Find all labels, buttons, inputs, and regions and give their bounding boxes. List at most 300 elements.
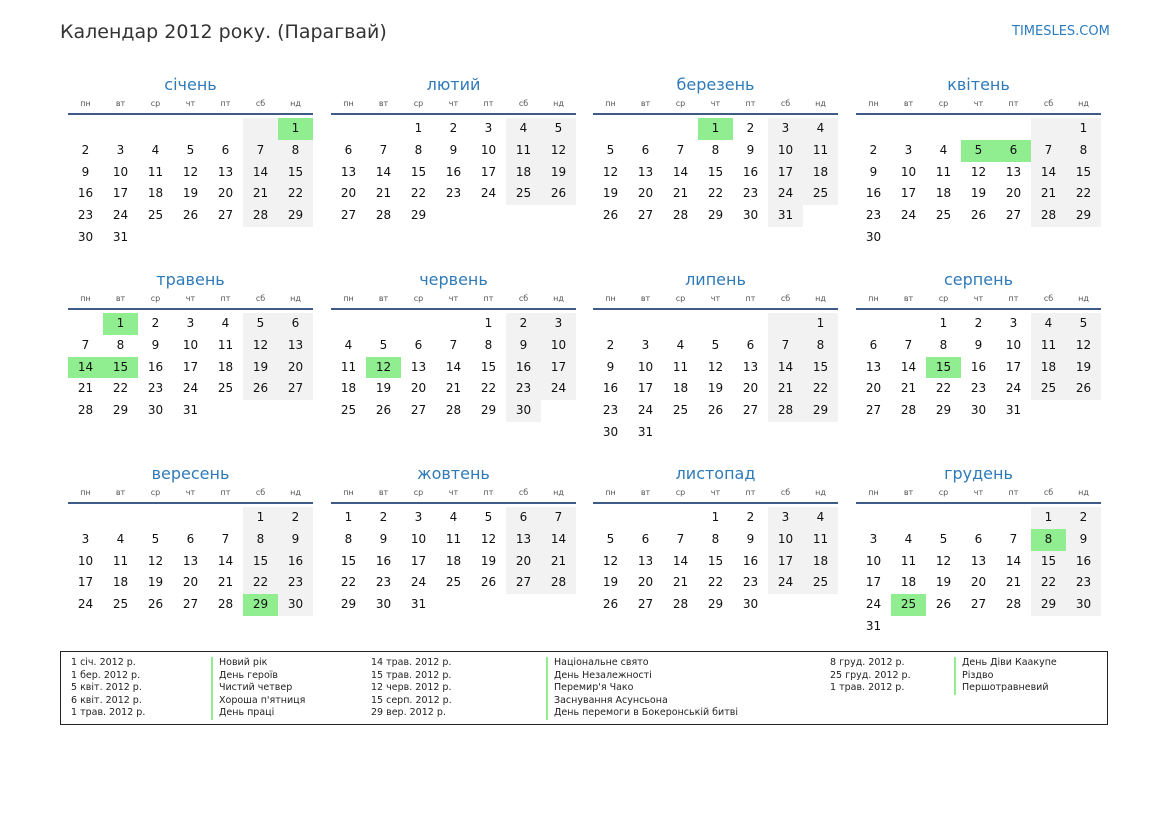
weekday-label: чт bbox=[448, 294, 459, 303]
weekday-label: пн bbox=[605, 488, 616, 497]
day-cell: 14 bbox=[217, 553, 234, 568]
day-cell: 10 bbox=[182, 337, 199, 352]
day-cell: 8 bbox=[803, 335, 838, 357]
day-cell: 6 bbox=[414, 337, 423, 352]
legend-holiday-name: Хороша п'ятниця bbox=[211, 695, 305, 708]
day-cell: 24 bbox=[1005, 381, 1022, 396]
day-cell: 10 bbox=[1005, 337, 1022, 352]
day-cell: 30 bbox=[77, 229, 94, 244]
empty-day-cell bbox=[768, 594, 803, 616]
day-grid bbox=[331, 118, 576, 227]
empty-day-cell bbox=[663, 118, 698, 140]
day-cell: 19 bbox=[1066, 357, 1101, 379]
empty-day-cell bbox=[1031, 118, 1066, 140]
day-cell: 13 bbox=[970, 553, 987, 568]
legend-date: 29 вер. 2012 р. bbox=[371, 707, 446, 719]
day-cell: 18 bbox=[445, 553, 462, 568]
weekday-label: пт bbox=[1008, 99, 1019, 108]
empty-day-cell bbox=[996, 227, 1031, 249]
day-cell: 7 bbox=[904, 337, 913, 352]
weekday-label: вт bbox=[378, 294, 389, 303]
day-cell: 10 bbox=[112, 164, 129, 179]
weekday-label: вт bbox=[378, 99, 389, 108]
weekday-label: чт bbox=[185, 294, 196, 303]
day-cell: 19 bbox=[707, 381, 724, 396]
legend-holiday-name: Чистий четвер bbox=[211, 682, 305, 695]
day-cell: 9 bbox=[606, 359, 615, 374]
day-cell: 24 bbox=[182, 381, 199, 396]
weekday-label: сб bbox=[255, 99, 266, 108]
month-name: грудень bbox=[944, 464, 1013, 483]
day-grid bbox=[331, 507, 576, 616]
empty-day-cell bbox=[103, 118, 138, 140]
day-cell: 28 bbox=[217, 597, 234, 611]
legend-holiday-name: День Незалежності bbox=[546, 670, 738, 683]
empty-day-cell bbox=[803, 422, 838, 444]
day-cell: 7 bbox=[221, 531, 230, 546]
day-cell: 30 bbox=[278, 594, 313, 616]
day-grid bbox=[856, 118, 1101, 249]
day-cell: 8 bbox=[1066, 140, 1101, 162]
day-cell: 26 bbox=[935, 597, 952, 611]
day-cell: 31 bbox=[112, 229, 129, 244]
legend-date: 8 груд. 2012 р. bbox=[830, 657, 905, 668]
day-cell: 6 bbox=[506, 507, 541, 529]
day-cell: 7 bbox=[449, 337, 458, 352]
day-cell: 2 bbox=[81, 142, 90, 157]
weekday-label: нд bbox=[815, 294, 826, 303]
day-cell: 29 bbox=[803, 400, 838, 422]
weekday-label: пт bbox=[745, 99, 756, 108]
day-cell: 18 bbox=[112, 575, 129, 590]
legend-date: 6 квіт. 2012 р. bbox=[71, 694, 142, 706]
day-cell: 8 bbox=[939, 337, 948, 352]
day-cell: 18 bbox=[1031, 357, 1066, 379]
day-cell: 13 bbox=[637, 164, 654, 179]
empty-day-cell bbox=[278, 227, 313, 249]
day-cell: 14 bbox=[672, 553, 689, 568]
day-cell: 6 bbox=[641, 531, 650, 546]
day-cell: 28 bbox=[77, 403, 94, 417]
empty-day-cell bbox=[733, 422, 768, 444]
weekday-label: вт bbox=[903, 488, 914, 497]
day-cell: 29 bbox=[340, 597, 357, 611]
day-cell: 21 bbox=[445, 381, 462, 396]
day-cell: 30 bbox=[742, 597, 759, 611]
empty-day-cell bbox=[173, 118, 208, 140]
weekday-label: чт bbox=[448, 99, 459, 108]
day-cell: 25 bbox=[147, 208, 164, 222]
day-cell: 12 bbox=[147, 553, 164, 568]
empty-day-cell bbox=[961, 507, 996, 529]
day-cell: 22 bbox=[112, 381, 129, 396]
weekday-header bbox=[331, 97, 576, 111]
empty-day-cell bbox=[436, 594, 471, 616]
month-divider bbox=[331, 113, 576, 115]
day-cell: 6 bbox=[746, 337, 755, 352]
legend-date: 15 трав. 2012 р. bbox=[371, 669, 452, 681]
weekday-label: нд bbox=[815, 488, 826, 497]
weekday-header bbox=[593, 97, 838, 111]
day-cell: 19 bbox=[541, 162, 576, 184]
day-cell: 14 bbox=[445, 359, 462, 374]
weekday-label: ср bbox=[150, 294, 161, 303]
weekday-header bbox=[856, 97, 1101, 111]
day-cell: 30 bbox=[375, 597, 392, 611]
month-name: серпень bbox=[944, 270, 1013, 289]
day-cell: 11 bbox=[506, 140, 541, 162]
day-cell: 22 bbox=[707, 575, 724, 590]
legend-holiday-name: День праці bbox=[211, 707, 305, 720]
weekday-label: ср bbox=[150, 99, 161, 108]
month-block bbox=[68, 463, 313, 616]
day-cell: 11 bbox=[1031, 335, 1066, 357]
empty-day-cell bbox=[698, 422, 733, 444]
day-cell: 26 bbox=[182, 208, 199, 222]
empty-day-cell bbox=[401, 313, 436, 335]
empty-day-cell bbox=[103, 507, 138, 529]
day-cell: 1 bbox=[243, 507, 278, 529]
weekday-header bbox=[593, 292, 838, 306]
day-cell: 30 bbox=[147, 403, 164, 417]
empty-day-cell bbox=[68, 313, 103, 335]
day-cell: 8 bbox=[711, 142, 720, 157]
day-cell: 3 bbox=[116, 142, 125, 157]
day-cell: 4 bbox=[803, 507, 838, 529]
day-cell: 20 bbox=[217, 186, 234, 201]
day-cell: 8 bbox=[116, 337, 125, 352]
weekday-label: нд bbox=[1078, 294, 1089, 303]
day-cell: 16 bbox=[865, 186, 882, 201]
day-cell: 21 bbox=[375, 186, 392, 201]
day-cell: 23 bbox=[742, 186, 759, 201]
legend-holiday-name: Перемир'я Чако bbox=[546, 682, 738, 695]
day-cell: 15 bbox=[243, 551, 278, 573]
weekday-label: сб bbox=[255, 294, 266, 303]
empty-day-cell bbox=[68, 507, 103, 529]
month-name: лютий bbox=[426, 75, 481, 94]
day-cell: 3 bbox=[768, 507, 803, 529]
empty-day-cell bbox=[996, 118, 1031, 140]
day-cell: 28 bbox=[900, 403, 917, 417]
day-cell: 18 bbox=[935, 186, 952, 201]
day-cell: 27 bbox=[742, 403, 759, 417]
weekday-label: сб bbox=[255, 488, 266, 497]
day-cell: 9 bbox=[379, 531, 388, 546]
weekday-header bbox=[331, 292, 576, 306]
day-cell: 15 bbox=[707, 553, 724, 568]
weekday-label: пт bbox=[483, 488, 494, 497]
day-cell: 28 bbox=[672, 208, 689, 222]
day-cell: 3 bbox=[484, 121, 493, 135]
empty-day-cell bbox=[891, 313, 926, 335]
day-cell: 12 bbox=[707, 359, 724, 374]
day-cell: 4 bbox=[904, 531, 913, 546]
day-cell: 5 bbox=[379, 337, 388, 352]
day-grid bbox=[593, 313, 838, 444]
weekday-label: сб bbox=[1043, 488, 1054, 497]
day-cell: 18 bbox=[147, 186, 164, 201]
day-cell: 10 bbox=[77, 553, 94, 568]
day-cell: 12 bbox=[970, 164, 987, 179]
weekday-label: пт bbox=[483, 294, 494, 303]
day-cell: 14 bbox=[1005, 553, 1022, 568]
weekday-header bbox=[593, 486, 838, 500]
day-cell: 31 bbox=[637, 424, 654, 439]
empty-day-cell bbox=[628, 507, 663, 529]
day-cell: 9 bbox=[746, 142, 755, 157]
day-cell: 14 bbox=[768, 357, 803, 379]
empty-day-cell bbox=[541, 205, 576, 227]
weekday-label: нд bbox=[815, 99, 826, 108]
empty-day-cell bbox=[803, 594, 838, 616]
day-cell: 6 bbox=[641, 142, 650, 157]
day-cell: 26 bbox=[480, 575, 497, 590]
day-cell: 8 bbox=[278, 140, 313, 162]
day-cell: 23 bbox=[278, 572, 313, 594]
day-cell: 11 bbox=[340, 359, 357, 374]
day-cell: 1 bbox=[803, 313, 838, 335]
day-cell: 12 bbox=[602, 553, 619, 568]
day-cell: 27 bbox=[340, 208, 357, 222]
legend-date: 1 бер. 2012 р. bbox=[71, 669, 141, 681]
day-cell: 24 bbox=[768, 572, 803, 594]
day-cell: 15 bbox=[707, 164, 724, 179]
day-cell: 8 bbox=[344, 531, 353, 546]
weekday-header bbox=[856, 486, 1101, 500]
day-cell: 9 bbox=[506, 335, 541, 357]
empty-day-cell bbox=[138, 507, 173, 529]
day-cell: 28 bbox=[375, 208, 392, 222]
day-cell: 12 bbox=[182, 164, 199, 179]
weekday-label: пн bbox=[868, 99, 879, 108]
day-cell: 24 bbox=[865, 597, 882, 611]
day-cell: 21 bbox=[1005, 575, 1022, 590]
day-cell: 27 bbox=[506, 572, 541, 594]
day-cell: 14 bbox=[1031, 162, 1066, 184]
day-cell: 3 bbox=[1009, 316, 1018, 330]
month-block bbox=[593, 74, 838, 227]
empty-day-cell bbox=[593, 118, 628, 140]
day-cell: 18 bbox=[340, 381, 357, 396]
month-block bbox=[593, 269, 838, 444]
legend-date: 1 трав. 2012 р. bbox=[830, 682, 905, 694]
weekday-header bbox=[68, 486, 313, 500]
empty-day-cell bbox=[891, 507, 926, 529]
weekday-label: чт bbox=[185, 99, 196, 108]
day-cell: 4 bbox=[803, 118, 838, 140]
weekday-label: ср bbox=[675, 294, 686, 303]
empty-day-cell bbox=[173, 227, 208, 249]
day-cell: 6 bbox=[974, 531, 983, 546]
day-cell: 15 bbox=[480, 359, 497, 374]
empty-day-cell bbox=[961, 616, 996, 638]
month-block bbox=[68, 74, 313, 249]
day-cell: 19 bbox=[375, 381, 392, 396]
day-cell: 26 bbox=[375, 403, 392, 417]
day-cell: 5 bbox=[711, 337, 720, 352]
day-cell: 24 bbox=[900, 208, 917, 222]
day-cell: 5 bbox=[606, 142, 615, 157]
empty-day-cell bbox=[891, 616, 926, 638]
day-cell: 3 bbox=[81, 531, 90, 546]
day-cell: 1 bbox=[344, 510, 353, 524]
empty-day-cell bbox=[243, 118, 278, 140]
day-cell: 12 bbox=[602, 164, 619, 179]
day-cell: 23 bbox=[865, 208, 882, 222]
day-cell: 16 bbox=[445, 164, 462, 179]
legend-date: 25 груд. 2012 р. bbox=[830, 669, 911, 681]
day-cell: 3 bbox=[768, 118, 803, 140]
day-cell: 9 bbox=[81, 164, 90, 179]
day-cell: 5 bbox=[186, 142, 195, 157]
day-cell: 2 bbox=[506, 313, 541, 335]
day-cell: 19 bbox=[602, 575, 619, 590]
day-cell: 17 bbox=[182, 359, 199, 374]
weekday-label: вт bbox=[903, 294, 914, 303]
site-link[interactable]: TIMESLES.COM bbox=[1012, 24, 1110, 39]
empty-day-cell bbox=[891, 118, 926, 140]
month-name: травень bbox=[156, 270, 225, 289]
empty-day-cell bbox=[698, 313, 733, 335]
day-cell: 21 bbox=[900, 381, 917, 396]
day-cell: 15 bbox=[1031, 551, 1066, 573]
month-name: вересень bbox=[151, 464, 230, 483]
weekday-label: вт bbox=[115, 488, 126, 497]
holiday-day-cell: 1 bbox=[278, 118, 313, 140]
empty-day-cell bbox=[1066, 616, 1101, 638]
day-cell: 11 bbox=[112, 553, 129, 568]
day-cell: 21 bbox=[217, 575, 234, 590]
day-cell: 24 bbox=[637, 403, 654, 417]
day-cell: 21 bbox=[243, 183, 278, 205]
month-divider bbox=[68, 308, 313, 310]
empty-day-cell bbox=[208, 118, 243, 140]
weekday-label: сб bbox=[780, 99, 791, 108]
month-divider bbox=[68, 113, 313, 115]
day-cell: 23 bbox=[506, 378, 541, 400]
day-cell: 14 bbox=[900, 359, 917, 374]
day-cell: 21 bbox=[1031, 183, 1066, 205]
day-cell: 13 bbox=[278, 335, 313, 357]
day-cell: 16 bbox=[742, 553, 759, 568]
day-cell: 6 bbox=[221, 142, 230, 157]
day-cell: 14 bbox=[541, 529, 576, 551]
day-cell: 11 bbox=[935, 164, 952, 179]
day-cell: 6 bbox=[186, 531, 195, 546]
day-cell: 23 bbox=[147, 381, 164, 396]
empty-day-cell bbox=[331, 118, 366, 140]
weekday-label: нд bbox=[1078, 99, 1089, 108]
weekday-label: чт bbox=[710, 99, 721, 108]
day-cell: 28 bbox=[541, 572, 576, 594]
day-cell: 15 bbox=[340, 553, 357, 568]
month-block bbox=[331, 269, 576, 422]
month-name: січень bbox=[164, 75, 217, 94]
holiday-legend bbox=[60, 651, 1108, 725]
day-cell: 28 bbox=[243, 205, 278, 227]
legend-holiday-name: День перемоги в Бокеронській битві bbox=[546, 707, 738, 720]
month-divider bbox=[593, 308, 838, 310]
weekday-label: ср bbox=[938, 294, 949, 303]
month-divider bbox=[593, 113, 838, 115]
day-grid bbox=[856, 313, 1101, 422]
day-cell: 13 bbox=[217, 164, 234, 179]
day-cell: 12 bbox=[541, 140, 576, 162]
day-cell: 12 bbox=[1066, 335, 1101, 357]
day-cell: 24 bbox=[410, 575, 427, 590]
empty-day-cell bbox=[471, 594, 506, 616]
empty-day-cell bbox=[628, 313, 663, 335]
empty-day-cell bbox=[1031, 400, 1066, 422]
day-cell: 14 bbox=[375, 164, 392, 179]
weekday-label: пт bbox=[220, 294, 231, 303]
holiday-day-cell: 6 bbox=[996, 140, 1031, 162]
holiday-day-cell: 1 bbox=[103, 313, 138, 335]
day-cell: 27 bbox=[410, 403, 427, 417]
empty-day-cell bbox=[593, 507, 628, 529]
day-cell: 11 bbox=[803, 140, 838, 162]
legend-holiday-name: День героїв bbox=[211, 670, 305, 683]
day-cell: 1 bbox=[711, 510, 720, 524]
empty-day-cell bbox=[856, 507, 891, 529]
day-cell: 6 bbox=[278, 313, 313, 335]
day-cell: 7 bbox=[243, 140, 278, 162]
day-cell: 4 bbox=[506, 118, 541, 140]
weekday-label: пн bbox=[343, 99, 354, 108]
day-cell: 12 bbox=[935, 553, 952, 568]
empty-day-cell bbox=[506, 594, 541, 616]
day-cell: 24 bbox=[112, 208, 129, 222]
day-cell: 25 bbox=[506, 183, 541, 205]
weekday-label: ср bbox=[413, 294, 424, 303]
day-cell: 3 bbox=[904, 142, 913, 157]
weekday-label: сб bbox=[780, 488, 791, 497]
empty-day-cell bbox=[926, 118, 961, 140]
day-cell: 25 bbox=[803, 572, 838, 594]
day-cell: 24 bbox=[541, 378, 576, 400]
legend-holiday-name: Різдво bbox=[954, 670, 1057, 683]
day-cell: 17 bbox=[480, 164, 497, 179]
weekday-label: ср bbox=[150, 488, 161, 497]
month-name: червень bbox=[419, 270, 488, 289]
empty-day-cell bbox=[278, 400, 313, 422]
day-cell: 5 bbox=[151, 531, 160, 546]
weekday-label: вт bbox=[640, 99, 651, 108]
day-cell: 11 bbox=[445, 531, 462, 546]
empty-day-cell bbox=[471, 205, 506, 227]
weekday-label: пн bbox=[868, 294, 879, 303]
day-cell: 4 bbox=[151, 142, 160, 157]
weekday-header bbox=[68, 292, 313, 306]
day-cell: 31 bbox=[865, 618, 882, 633]
weekday-label: нд bbox=[553, 99, 564, 108]
day-cell: 27 bbox=[637, 208, 654, 222]
day-cell: 13 bbox=[1005, 164, 1022, 179]
day-cell: 16 bbox=[77, 186, 94, 201]
day-cell: 29 bbox=[707, 208, 724, 222]
day-cell: 19 bbox=[243, 357, 278, 379]
weekday-label: пт bbox=[1008, 294, 1019, 303]
empty-day-cell bbox=[138, 118, 173, 140]
empty-day-cell bbox=[996, 507, 1031, 529]
day-cell: 25 bbox=[672, 403, 689, 417]
empty-day-cell bbox=[663, 313, 698, 335]
day-cell: 2 bbox=[1066, 507, 1101, 529]
holiday-day-cell: 5 bbox=[961, 140, 996, 162]
day-cell: 22 bbox=[410, 186, 427, 201]
empty-day-cell bbox=[436, 205, 471, 227]
